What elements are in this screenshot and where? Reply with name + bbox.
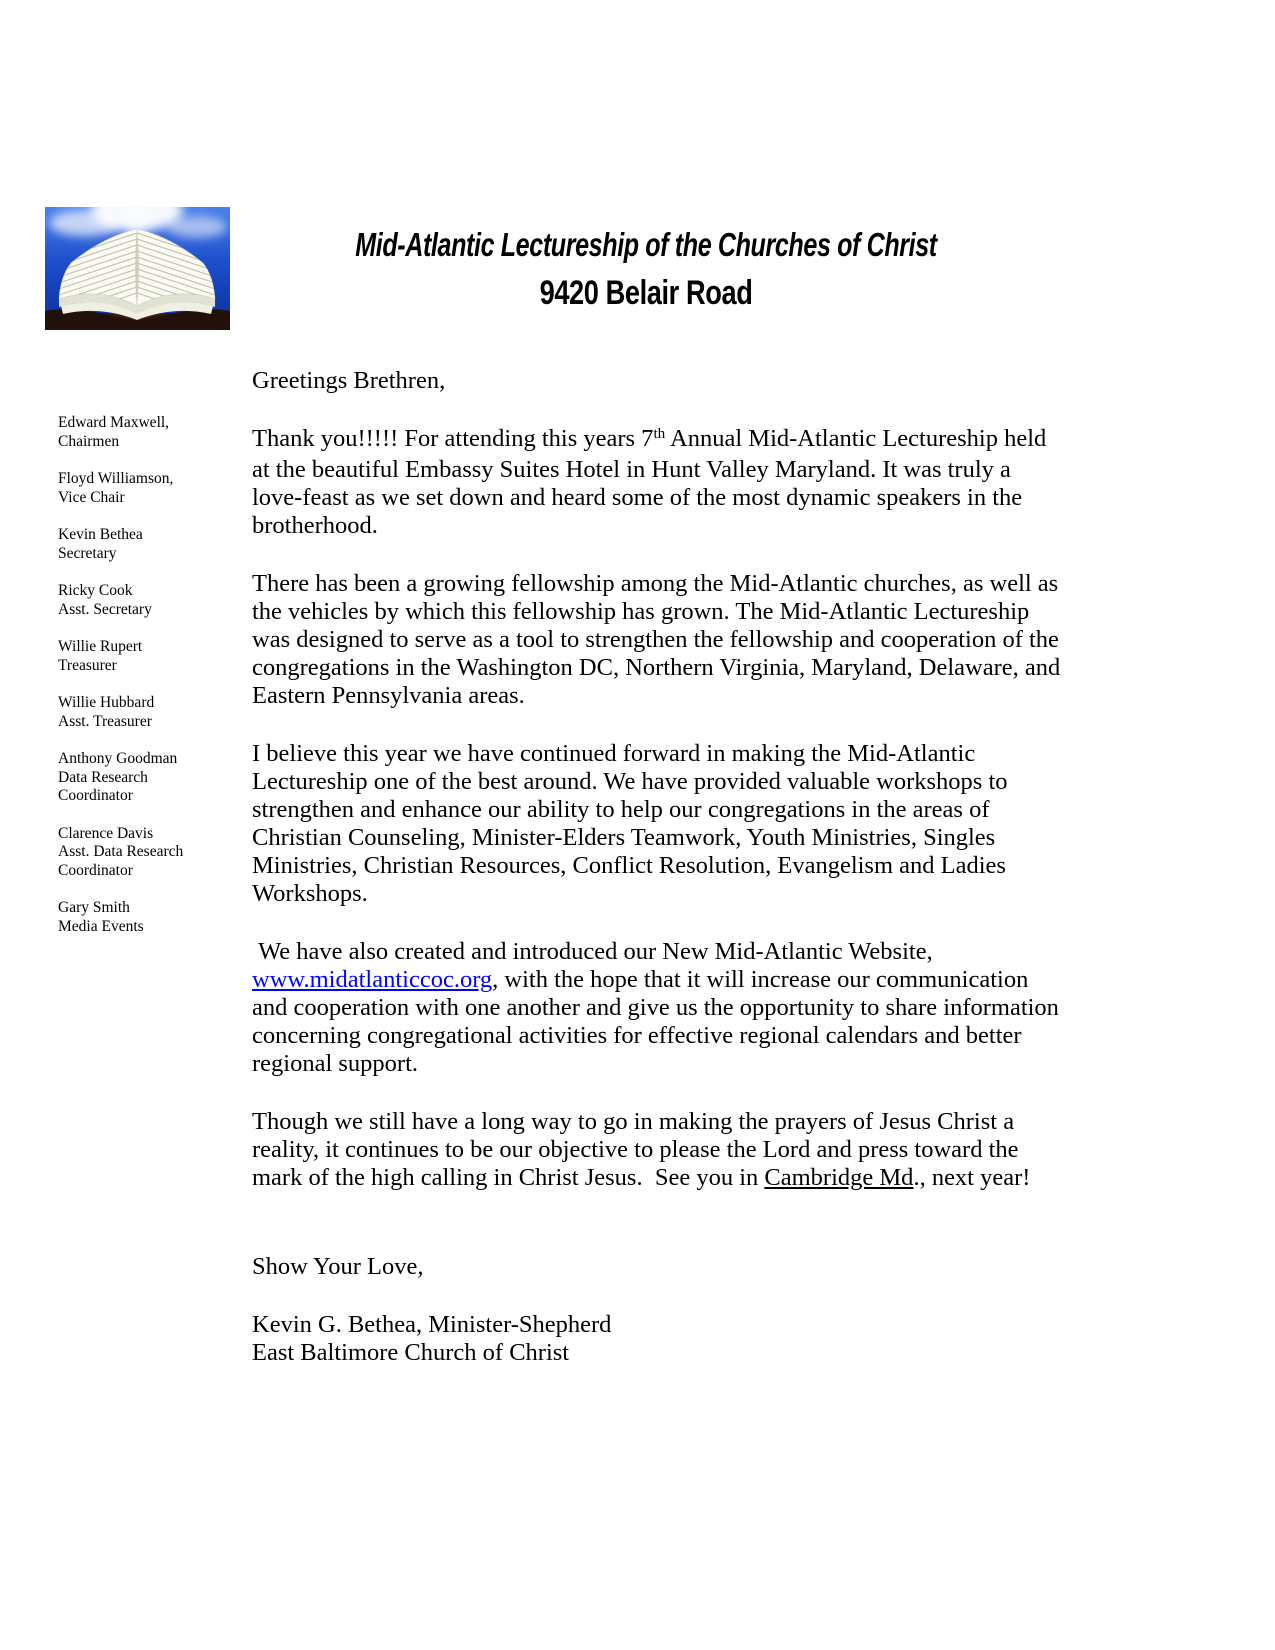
officer-name: Kevin Bethea [58,526,143,543]
officer-role: Chairmen [58,432,120,450]
organization-title: Mid-Atlantic Lectureship of the Churches of Christ [355,226,937,263]
officer-entry [58,526,216,563]
paragraph-farewell [252,1108,1064,1192]
open-bible-photo [45,207,230,330]
officer-entry [58,694,216,731]
letterhead [240,224,1052,313]
officer-entry [58,582,216,619]
officer-entry [58,899,216,936]
officer-name: Edward Maxwell, [58,414,170,431]
officer-entry [58,638,216,675]
paragraph-text: Though we still have a long way to go in making the prayers of Jesus Christ a reality, it continues to be our objective to please the Lord and press toward the mark of the high calling in Christ Jesus. See you in [252,1108,1025,1191]
officer-role: Treasurer [58,656,117,674]
open-bible-illustration [45,207,230,330]
paragraph-fellowship: There has been a growing fellowship among the Mid-Atlantic churches, as well as the vehicles by which this fellowship has grown. The Mid-Atlantic Lectureship was designed to serve as a tool to strengthen the fellowship and cooperation of the congregations in the Washington DC, Northern Virginia, Maryland, Delaware, and Eastern Pennsylvania areas. [252,570,1067,709]
salutation: Greetings Brethren, [252,367,446,394]
officer-name: Floyd Williamson, [58,470,174,487]
paragraph-text: Thank you!!!!! For attending this years 7 [252,425,654,452]
officer-name: Ricky Cook [58,582,133,599]
paragraph-website [252,938,1064,1078]
paragraph-text: , with the hope that it will increase our communication and cooperation with one another and give us the opportunity to share information concerning congregational activities for effective regional calendars and better regional support. [252,966,1066,1077]
signature-name: Kevin G. Bethea, Minister-Shepherd [252,1311,612,1338]
ordinal-superscript: th [653,424,666,442]
officer-entry [58,825,216,881]
officer-role: Asst. Data Research Coordinator [58,843,184,879]
signature-block [252,1311,1064,1367]
officer-entry [58,414,216,451]
officer-role: Asst. Treasurer [58,712,152,730]
officer-role: Vice Chair [58,488,125,506]
officer-role: Data Research Coordinator [58,768,148,804]
officer-name: Anthony Goodman [58,750,178,767]
officer-entry [58,470,216,507]
officer-name: Willie Rupert [58,638,143,655]
officer-name: Clarence Davis [58,824,154,842]
street-address: 9420 Belair Road [539,274,753,312]
paragraph-text: We have also created and introduced our New Mid-Atlantic Website, [252,938,939,965]
closing-line: Show Your Love, [252,1253,424,1280]
paragraph-text: ., next year! [913,1164,1031,1191]
officer-entry [58,750,216,806]
officer-role: Media Events [58,917,144,935]
officer-name: Willie Hubbard [58,694,155,711]
cambridge-underlined-text: Cambridge Md [764,1164,914,1191]
letter-body [252,367,1067,1367]
signature-organization: East Baltimore Church of Christ [252,1339,570,1366]
paragraph-text: Annual Mid-Atlantic Lectureship held at the beautiful Embassy Suites Hotel in Hunt Valley Maryland. It was truly a love-feast as we set down and heard some of the most dynamic speakers in the brotherhood. [252,425,1053,539]
paragraph-workshops: I believe this year we have continued forward in making the Mid-Atlantic Lectureship one of the best around. We have provided valuable workshops to strengthen and enhance our ability to help our congregations in the areas of Christian Counseling, Minister-Elders Teamwork, Youth Ministries, Singles Ministries, Christian Resources, Conflict Resolution, Evangelism and Ladies Workshops. [252,740,1014,907]
officer-name: Gary Smith [58,899,130,916]
website-link[interactable]: www.midatlanticcoc.org [252,966,493,993]
paragraph-thank-you [252,425,1064,540]
officer-role: Asst. Secretary [58,600,152,618]
officers-sidebar [58,414,216,955]
officer-role: Secretary [58,544,117,562]
